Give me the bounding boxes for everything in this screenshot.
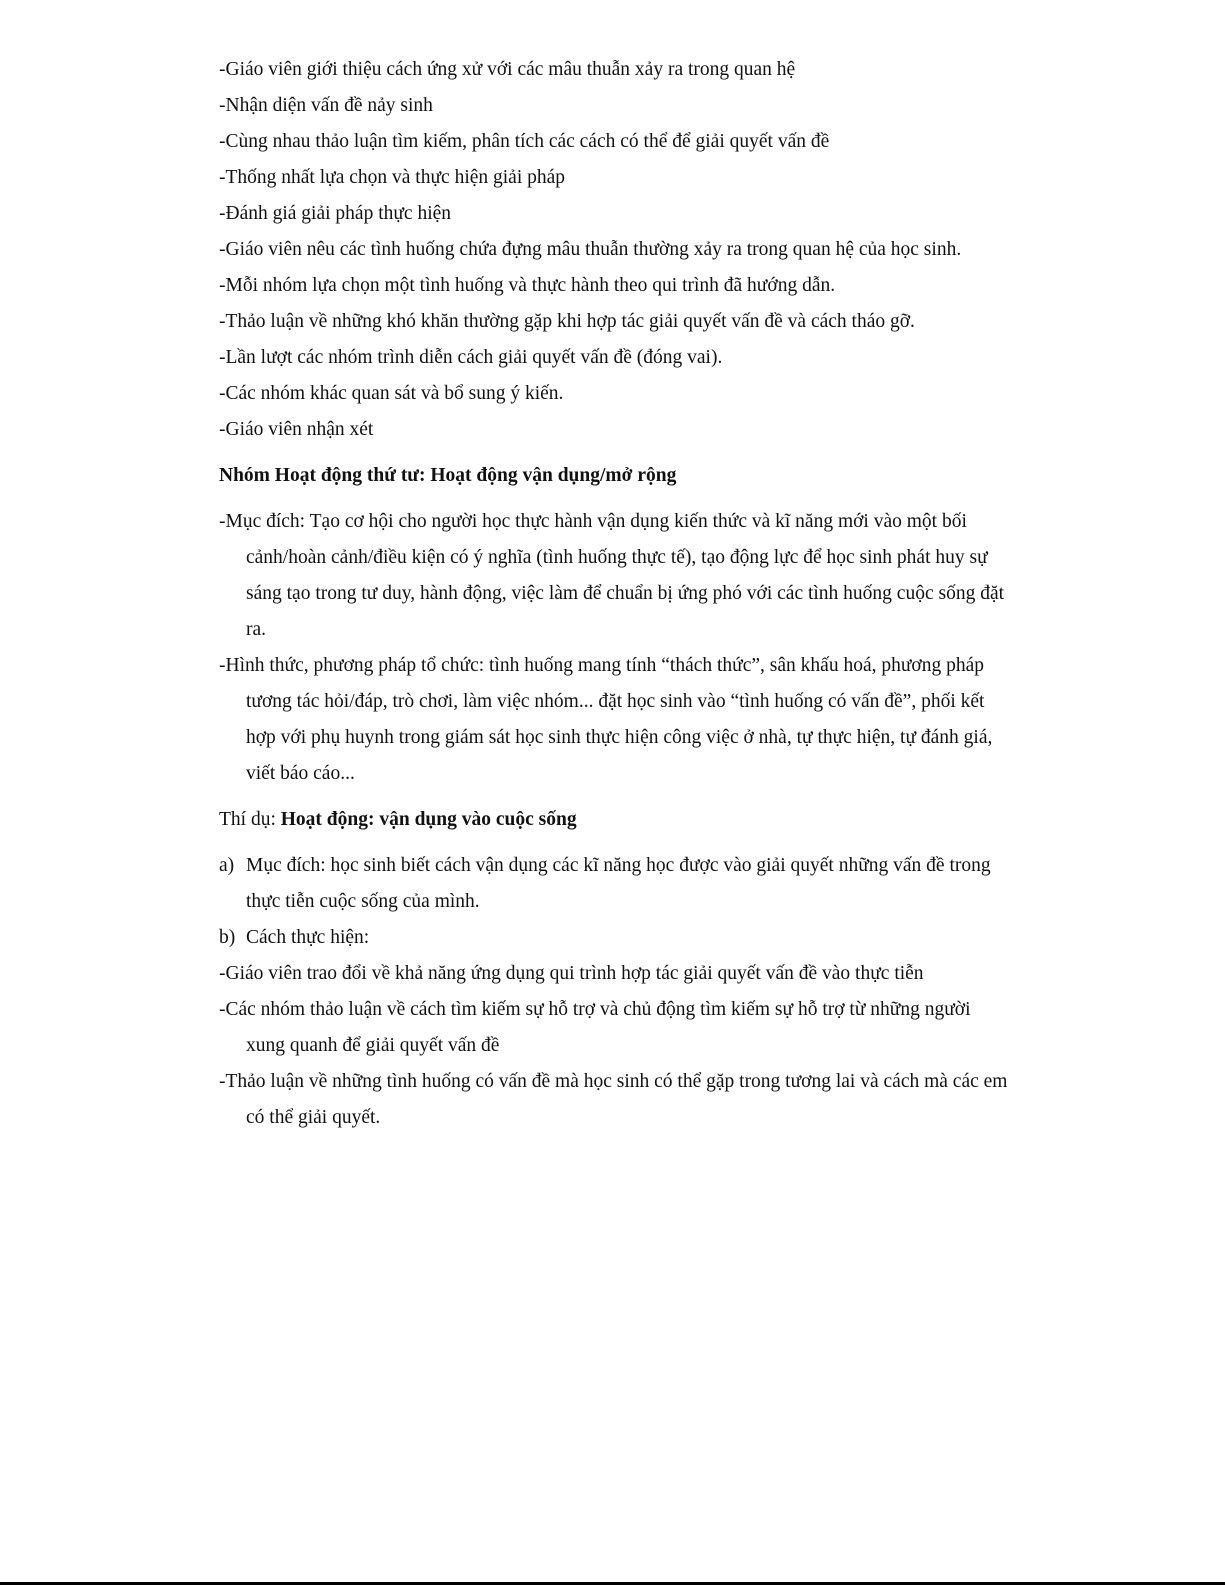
- document-page: [219, 52, 1009, 1136]
- list-item: -Cùng nhau thảo luận tìm kiếm, phân tích các cách có thể để giải quyết vấn đề: [219, 131, 830, 152]
- list-item: -Giáo viên trao đổi về khả năng ứng dụng qui trình hợp tác giải quyết vấn đề vào thực tiễn: [219, 963, 924, 984]
- list-item: -Thảo luận về những khó khăn thường gặp khi hợp tác giải quyết vấn đề và cách tháo gỡ.: [219, 311, 915, 332]
- list-item: -Giáo viên nêu các tình huống chứa đựng mâu thuẫn thường xảy ra trong quan hệ của học sinh.: [219, 239, 962, 260]
- list-item: -Mỗi nhóm lựa chọn một tình huống và thực hành theo qui trình đã hướng dẫn.: [219, 275, 836, 296]
- section-heading: Nhóm Hoạt động thứ tư: Hoạt động vận dụng/mở rộng: [219, 465, 677, 486]
- list-item: -Đánh giá giải pháp thực hiện: [219, 203, 452, 224]
- list-item: -Giáo viên giới thiệu cách ứng xử với các mâu thuẫn xảy ra trong quan hệ: [219, 59, 796, 80]
- activity-steps-list: [219, 52, 1009, 448]
- list-item: -Giáo viên nhận xét: [219, 419, 374, 440]
- list-item: -Thống nhất lựa chọn và thực hiện giải pháp: [219, 167, 566, 188]
- example-heading: [219, 802, 1009, 838]
- example-prefix: Thí dụ:: [219, 809, 281, 830]
- list-item: -Hình thức, phương pháp tổ chức: tình huống mang tính “thách thức”, sân khấu hoá, phương pháp tương tác hỏi/đáp, trò chơi, làm việc nhóm... đặt học sinh vào “tình huống có vấn đề”, phối kết hợp với phụ huynh trong giám sát học sinh thực hiện công việc ở nhà, tự thực hiện, tự đánh giá, viết báo cáo...: [219, 655, 993, 784]
- activity-description-list: [219, 504, 1009, 792]
- list-item: -Lần lượt các nhóm trình diễn cách giải quyết vấn đề (đóng vai).: [219, 347, 723, 368]
- list-item: -Các nhóm khác quan sát và bổ sung ý kiến.: [219, 383, 564, 404]
- example-title: Hoạt động: vận dụng vào cuộc sống: [280, 809, 577, 830]
- item-text: Cách thực hiện:: [246, 927, 370, 948]
- lettered-item: [219, 920, 1009, 956]
- item-marker: a): [219, 855, 235, 876]
- item-marker: b): [219, 927, 236, 948]
- list-item: -Thảo luận về những tình huống có vấn đề mà học sinh có thể gặp trong tương lai và cách mà các em có thể giải quyết.: [219, 1071, 1008, 1128]
- list-item: -Nhận diện vấn đề nảy sinh: [219, 95, 433, 116]
- lettered-item: [219, 848, 1009, 920]
- implementation-steps-list: [219, 956, 1009, 1136]
- list-item: -Các nhóm thảo luận về cách tìm kiếm sự hỗ trợ và chủ động tìm kiếm sự hỗ trợ từ những người xung quanh để giải quyết vấn đề: [219, 999, 971, 1056]
- item-text: Mục đích: học sinh biết cách vận dụng các kĩ năng học được vào giải quyết những vấn đề trong thực tiễn cuộc sống của mình.: [246, 855, 991, 912]
- lettered-list: [219, 848, 1009, 956]
- list-item: -Mục đích: Tạo cơ hội cho người học thực hành vận dụng kiến thức và kĩ năng mới vào một bối cảnh/hoàn cảnh/điều kiện có ý nghĩa (tình huống thực tế), tạo động lực để học sinh phát huy sự sáng tạo trong tư duy, hành động, việc làm để chuẩn bị ứng phó với các tình huống cuộc sống đặt ra.: [219, 511, 1005, 640]
